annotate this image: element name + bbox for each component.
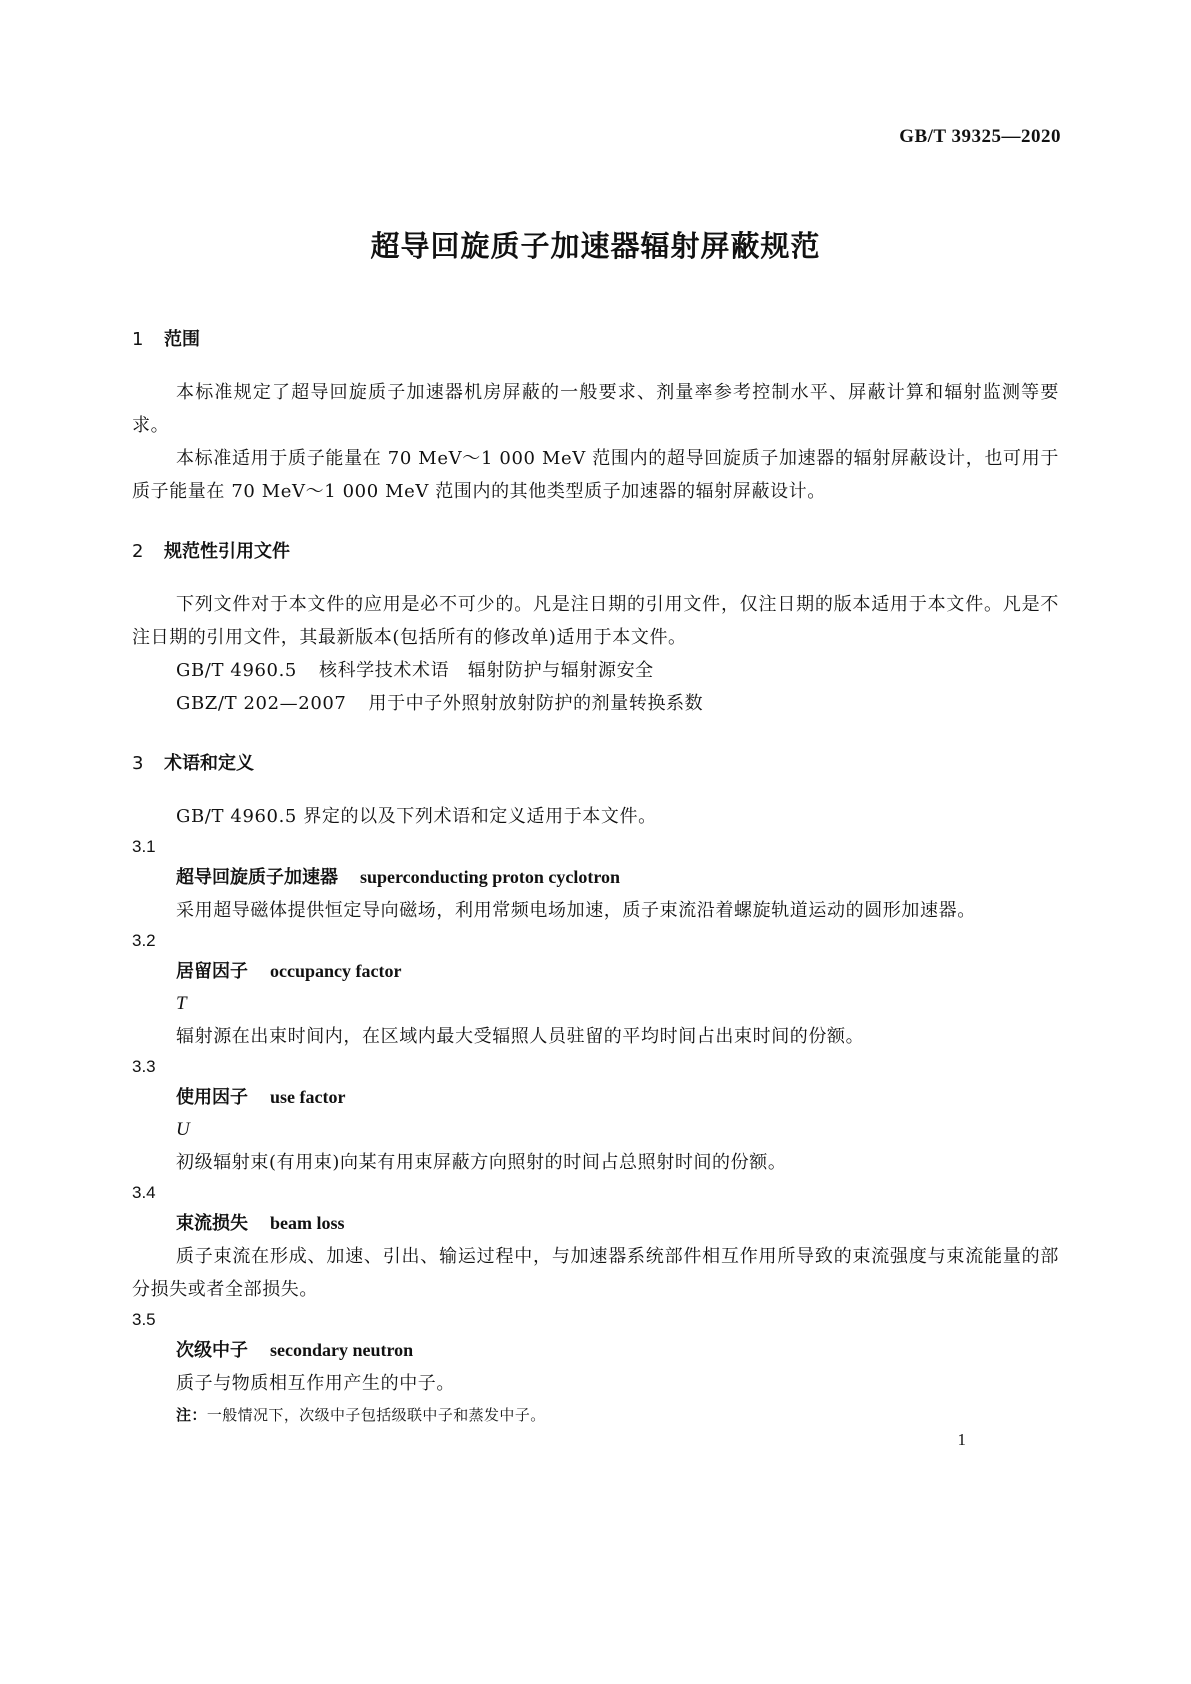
term-en: use factor <box>270 1087 346 1107</box>
term-number: 3.4 <box>132 1183 156 1202</box>
term-symbol: U <box>176 1119 190 1140</box>
term-number: 3.1 <box>132 837 156 856</box>
term-zh: 束流损失 <box>176 1213 248 1234</box>
terms-intro: GB/T 4960.5 界定的以及下列术语和定义适用于本文件。 <box>176 806 657 827</box>
section-heading <box>132 538 1059 566</box>
term-entry <box>132 1306 1059 1430</box>
document-body <box>132 326 1059 1430</box>
section-normative-references <box>132 538 1059 720</box>
section-number: 3 <box>132 753 144 774</box>
reference-item <box>132 654 1059 687</box>
term-en: superconducting proton cyclotron <box>360 867 621 887</box>
term-number: 3.5 <box>132 1310 156 1329</box>
term-entry <box>132 927 1059 1053</box>
term-en: occupancy factor <box>270 961 402 981</box>
term-heading <box>132 861 1059 894</box>
term-en: beam loss <box>270 1213 345 1233</box>
term-zh: 居留因子 <box>176 961 248 982</box>
term-entry <box>132 833 1059 927</box>
term-definition: 初级辐射束(有用束)向某有用束屏蔽方向照射的时间占总照射时间的份额。 <box>176 1152 787 1173</box>
term-heading <box>132 1334 1059 1367</box>
note-label: 注： <box>176 1406 207 1424</box>
section-number: 1 <box>132 329 144 350</box>
section-heading <box>132 326 1059 354</box>
section-heading <box>132 750 1059 778</box>
term-en: secondary neutron <box>270 1340 414 1360</box>
term-heading <box>132 955 1059 988</box>
term-note <box>132 1400 1059 1430</box>
term-number: 3.2 <box>132 931 156 950</box>
term-definition: 辐射源在出束时间内，在区域内最大受辐照人员驻留的平均时间占出束时间的份额。 <box>176 1026 865 1047</box>
term-entry <box>132 1053 1059 1179</box>
term-number: 3.3 <box>132 1057 156 1076</box>
term-zh: 使用因子 <box>176 1087 248 1108</box>
term-definition: 采用超导磁体提供恒定导向磁场，利用常频电场加速，质子束流沿着螺旋轨道运动的圆形加速器。 <box>176 900 976 921</box>
reference-code: GB/T 4960.5 <box>176 660 297 681</box>
standard-code: GB/T 39325—2020 <box>899 126 1061 147</box>
reference-title: 核科学技术术语 辐射防护与辐射源安全 <box>318 660 654 681</box>
term-zh: 次级中子 <box>176 1340 248 1361</box>
term-zh: 超导回旋质子加速器 <box>176 867 338 888</box>
section-number: 2 <box>132 541 144 562</box>
term-heading <box>132 1207 1059 1240</box>
section-title: 术语和定义 <box>164 753 254 774</box>
paragraph: 本标准适用于质子能量在 70 MeV～1 000 MeV 范围内的超导回旋质子加速器的辐射屏蔽设计，也可用于质子能量在 70 MeV～1 000 MeV 范围内的其他类型质子加速器的辐射屏蔽设计。 <box>132 448 1059 502</box>
note-text: 一般情况下，次级中子包括级联中子和蒸发中子。 <box>206 1406 546 1424</box>
reference-item <box>132 687 1059 720</box>
section-title: 规范性引用文件 <box>164 541 290 562</box>
term-heading <box>132 1081 1059 1114</box>
section-scope <box>132 326 1059 508</box>
document-title: 超导回旋质子加速器辐射屏蔽规范 <box>370 229 821 263</box>
paragraph: 下列文件对于本文件的应用是必不可少的。凡是注日期的引用文件，仅注日期的版本适用于本文件。凡是不注日期的引用文件，其最新版本(包括所有的修改单)适用于本文件。 <box>132 594 1059 648</box>
term-entry <box>132 1179 1059 1306</box>
reference-code: GBZ/T 202—2007 <box>176 693 347 714</box>
page-number: 1 <box>957 1430 966 1449</box>
reference-title: 用于中子外照射放射防护的剂量转换系数 <box>368 693 704 714</box>
term-definition: 质子与物质相互作用产生的中子。 <box>176 1373 455 1394</box>
section-terms-definitions <box>132 750 1059 1430</box>
paragraph: 本标准规定了超导回旋质子加速器机房屏蔽的一般要求、剂量率参考控制水平、屏蔽计算和辐射监测等要求。 <box>132 382 1059 436</box>
term-symbol: T <box>176 993 187 1014</box>
section-title: 范围 <box>164 329 200 350</box>
term-definition: 质子束流在形成、加速、引出、输运过程中，与加速器系统部件相互作用所导致的束流强度与束流能量的部分损失或者全部损失。 <box>132 1246 1059 1300</box>
